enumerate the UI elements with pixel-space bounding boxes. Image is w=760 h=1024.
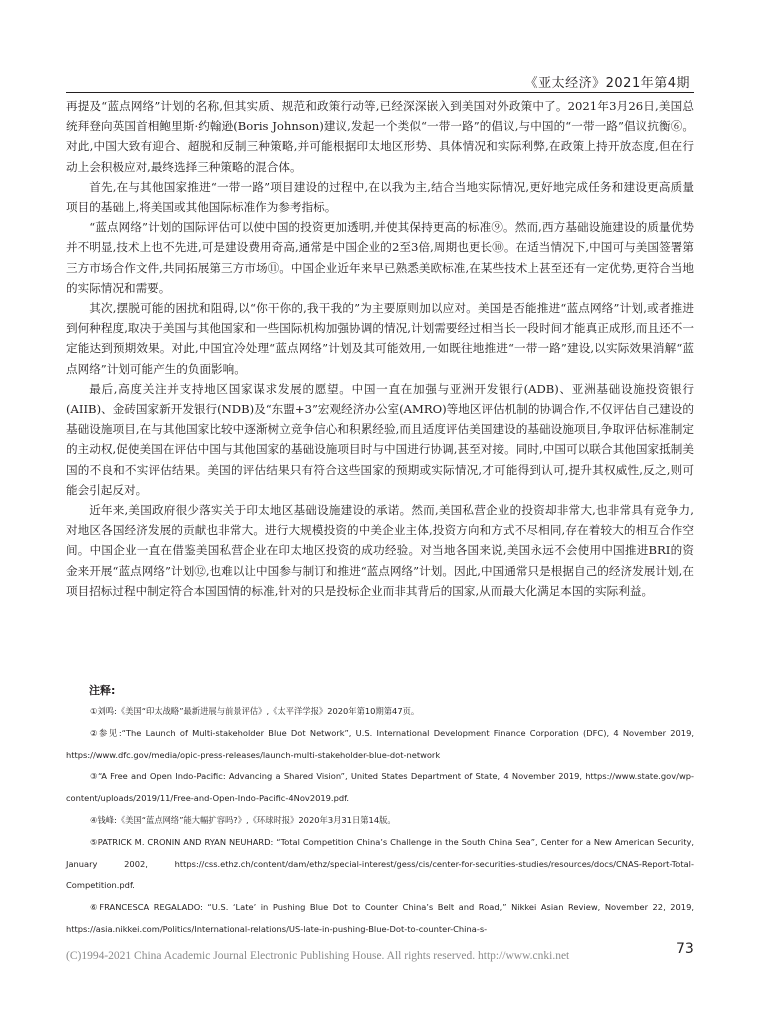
paragraph: 最后,高度关注并支持地区国家谋求发展的愿望。中国一直在加强与亚洲开发银行(ADB)、亚洲基础设施投资银行(AIIB)、金砖国家新开发银行(NDB)及“东盟+3”宏观经济办公室(AMRO)等地区评估机制的协调合作,不仅评估自己建设的基础设施项目,在与其他国家比较中逐渐树立竞争信心和积累经验,而且适度评估美国建设的基础设施项目,争取评估标准制定的主动权,促使美国在评估中国与其他国家的基础设施项目时与中国进行协调,甚至对接。同时,中国可以联合其他国家抵制美国的不良和不实评估结果。美国的评估结果只有符合这些国家的预期或实际情况,才可能得到认可,提升其权威性,反之,则可能会引起反对。 <box>66 381 694 497</box>
header-rule <box>66 92 694 93</box>
paragraph: 首先,在与其他国家推进“一带一路”项目建设的过程中,在以我为主,结合当地实际情况,更好地完成任务和建设更高质量项目的基础上,将美国或其他国际标准作为参考指标。 <box>66 179 694 215</box>
footnotes <box>66 682 694 941</box>
footnote: ②参见:“The Launch of Multi-stakeholder Blue Dot Network”, U.S. International Development Finance Corporation (DFC), 4 November 2019, https://www.dfc.gov/media/opic-press-releases/launch-multi-stakeholder-blue-dot-network <box>66 727 694 760</box>
paragraph: 再提及“蓝点网络”计划的名称,但其实质、规范和政策行动等,已经深深嵌入到美国对外政策中了。2021年3月26日,美国总统拜登向英国首相鲍里斯·约翰逊(Boris Johnson)建议,发起一个类似“一带一路”的倡议,与中国的“一带一路”倡议抗衡⑥。对此,中国大致有迎合、超脱和反制三种策略,并可能根据印太地区形势、具体情况和实际利弊,在政策上持开放态度,但在行动上会积极应对,最终选择三种策略的混合体。 <box>66 99 694 174</box>
footnote: ①刘鸣:《美国“印太战略”最新进展与前景评估》,《太平洋学报》2020年第10期第47页。 <box>90 706 420 716</box>
running-header: 《亚太经济》2021年第4期 <box>524 76 690 91</box>
footnote: ④钱峰:《美国“蓝点网络”能大幅扩容吗?》,《环球时报》2020年3月31日第14版。 <box>90 814 396 825</box>
paragraph: 其次,摆脱可能的困扰和阻碍,以“你干你的,我干我的”为主要原则加以应对。美国是否能推进“蓝点网络”计划,或者推进到何种程度,取决于美国与其他国家和一些国际机构加强协调的情况,计划需要经过相当长一段时间才能真正成形,而且还不一定能达到预期效果。对此,中国宜冷处理“蓝点网络”计划及其可能效用,一如既往地推进“一带一路”建设,以实际效果消解“蓝点网络”计划可能产生的负面影响。 <box>66 301 694 376</box>
paragraph: “蓝点网络”计划的国际评估可以使中国的投资更加透明,并使其保持更高的标准⑨。然而,西方基础设施建设的质量优势并不明显,技术上也不先进,可是建设费用奇高,通常是中国企业的2至3倍,周期也更长⑩。在适当情况下,中国可与美国签署第三方市场合作文件,共同拓展第三方市场⑪。中国企业近年来早已熟悉美欧标准,在某些技术上甚至还有一定优势,更符合当地的实际情况和需要。 <box>66 220 694 295</box>
notes-title: 注释: <box>89 684 116 697</box>
footnote: ⑥FRANCESCA REGALADO: “U.S. ‘Late’ in Pushing Blue Dot to Counter China’s Belt and Road,” Nikkei Asian Review, November 22, 2019, https://asia.nikkei.com/Politics/International-relations/US-late-in-pushing-Blue-Dot-to-counter-China-s- <box>66 902 694 934</box>
footnote: ③“A Free and Open Indo-Pacific: Advancing a Shared Vision”, United States Department of State, 4 November 2019, https://www.state.gov/wp-content/uploads/2019/11/Free-and-Open-Indo-Pacific-4Nov2019.pdf. <box>66 771 694 804</box>
paragraph: 近年来,美国政府很少落实关于印太地区基础设施建设的承诺。然而,美国私营企业的投资却非常大,也非常具有竞争力,对地区各国经济发展的贡献也非常大。进行大规模投资的中美企业主体,投资方向和方式不尽相同,存在着较大的相互合作空间。中国企业一直在借鉴美国私营企业在印太地区投资的成功经验。对当地各国来说,美国永远不会使用中国推进BRI的资金来开展“蓝点网络”计划⑫,也难以让中国参与制订和推进“蓝点网络”计划。因此,中国通常只是根据自己的经济发展计划,在项目招标过程中制定符合本国国情的标准,针对的只是投标企业而非其背后的国家,从而最大化满足本国的实际利益。 <box>66 503 694 598</box>
body-text <box>66 96 694 601</box>
page-number: 73 <box>676 941 694 957</box>
copyright-notice: (C)1994-2021 China Academic Journal Electronic Publishing House. All rights reserved. http://www.cnki.net <box>66 950 570 962</box>
footnote: ⑤PATRICK M. CRONIN AND RYAN NEUHARD: “Total Competition China’s Challenge in the South China Sea”, Center for a New American Security, January 2002, https://css.ethz.ch/content/dam/ethz/special-interest/gess/cis/center-for-securities-studies/resources/docs/CNAS-Report-Total-Competition.pdf. <box>66 836 694 891</box>
